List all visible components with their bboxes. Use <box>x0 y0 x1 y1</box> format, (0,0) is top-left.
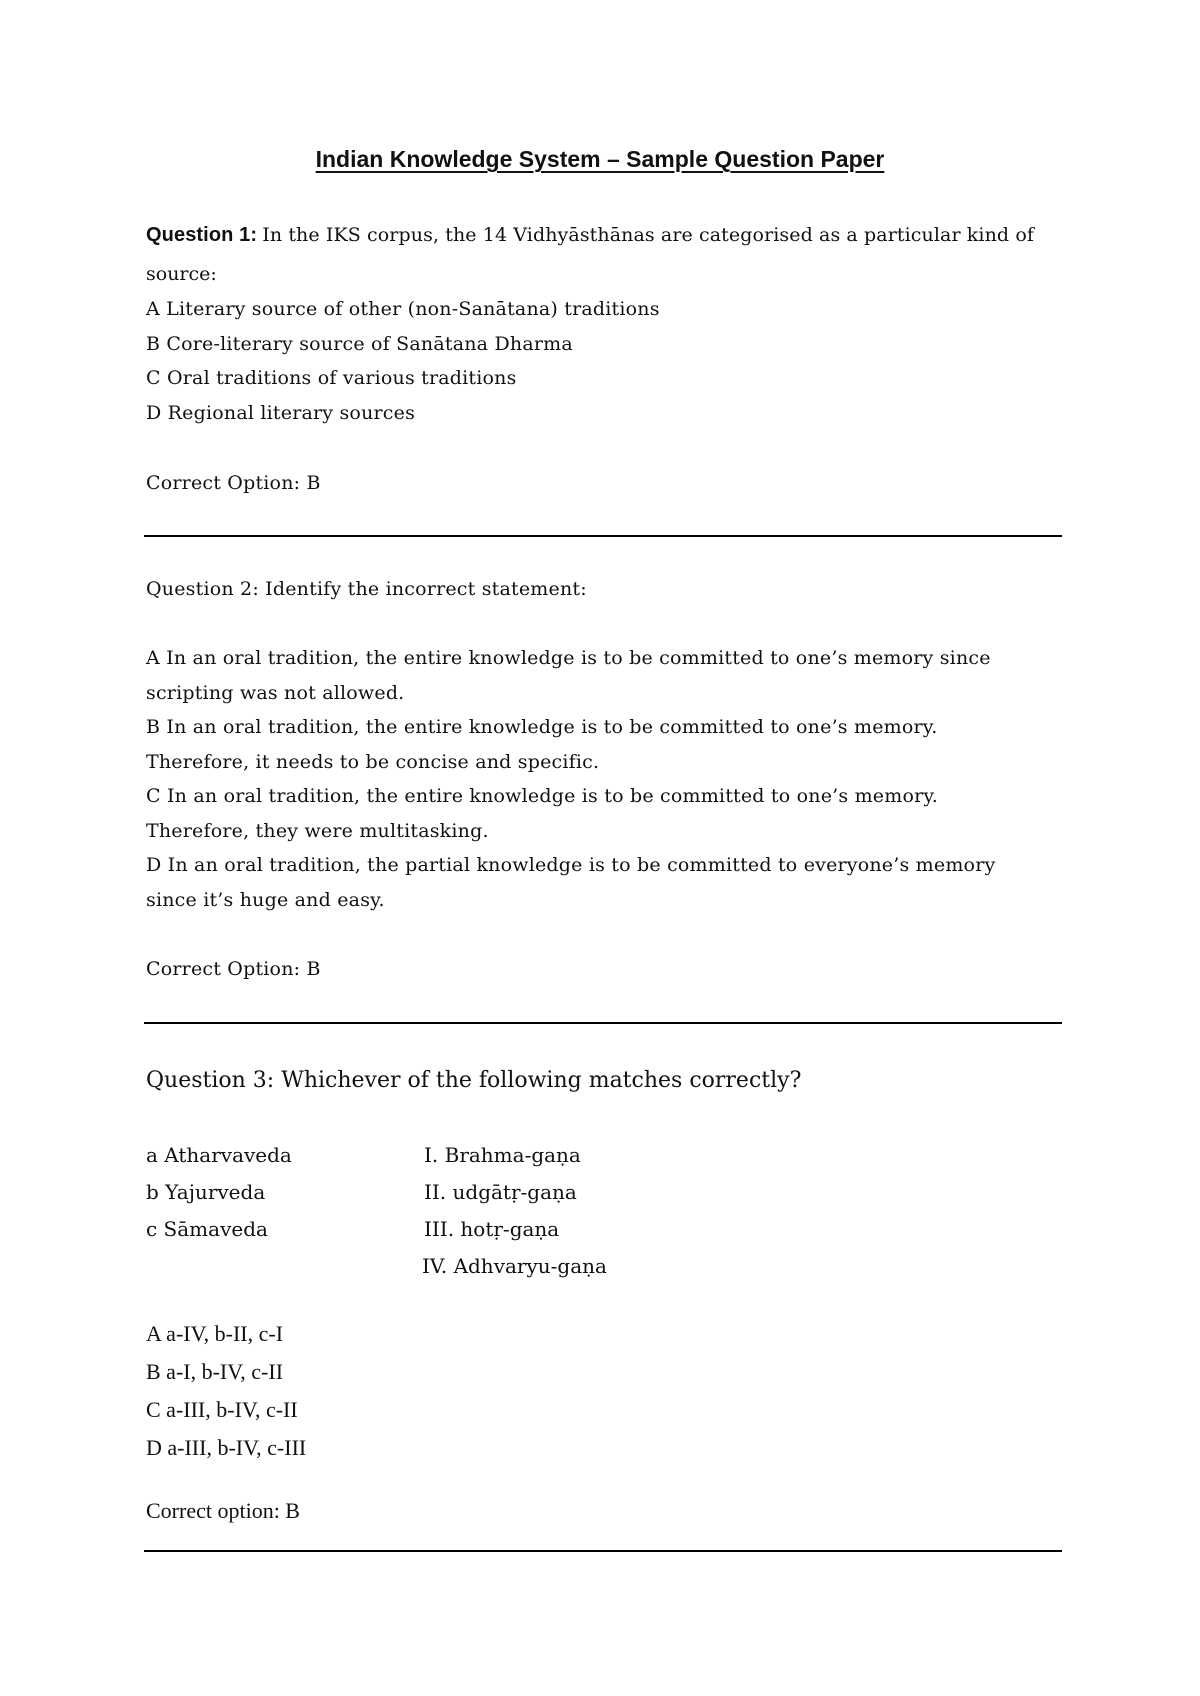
q3-right-item-3: III. hotṛ-gaṇa <box>424 1217 560 1241</box>
q3-left-item-c: c Sāmaveda <box>146 1217 268 1241</box>
divider <box>144 1550 1062 1552</box>
divider <box>144 535 1062 537</box>
q3-right-item-1: I. Brahma-gaṇa <box>424 1143 581 1167</box>
q2-option-b-cont: Therefore, it needs to be concise and specific. <box>146 751 600 773</box>
question-1-label: Question 1: <box>146 224 258 246</box>
q3-left-item-b: b Yajurveda <box>146 1180 266 1204</box>
q3-left-item-a: a Atharvaveda <box>146 1143 292 1167</box>
q3-right-item-4: IV. Adhvaryu-gaṇa <box>422 1254 607 1278</box>
q2-option-d: D In an oral tradition, the partial knowledge is to be committed to everyone’s memory <box>146 854 996 876</box>
divider <box>144 1022 1062 1024</box>
q1-option-b: B Core-literary source of Sanātana Dharma <box>146 333 573 355</box>
page-title: Indian Knowledge System – Sample Question Paper <box>315 146 885 172</box>
q2-option-a: A In an oral tradition, the entire knowledge is to be committed to one’s memory since <box>146 647 991 669</box>
q3-option-c: C a-III, b-IV, c-II <box>146 1397 298 1422</box>
q2-option-b: B In an oral tradition, the entire knowledge is to be committed to one’s memory. <box>146 716 938 738</box>
q3-right-item-2: II. udgātṛ-gaṇa <box>424 1180 577 1204</box>
question-2-text: Question 2: Identify the incorrect statement: <box>146 578 587 600</box>
q2-correct-option: Correct Option: B <box>146 958 321 980</box>
q1-option-a: A Literary source of other (non-Sanātana) traditions <box>146 298 660 320</box>
q1-correct-option: Correct Option: B <box>146 472 321 494</box>
question-3-text: Question 3: Whichever of the following matches correctly? <box>146 1068 802 1093</box>
q2-option-a-cont: scripting was not allowed. <box>146 682 405 704</box>
q3-option-b: B a-I, b-IV, c-II <box>146 1359 284 1384</box>
q2-option-d-cont: since it’s huge and easy. <box>146 889 385 911</box>
q1-option-c: C Oral traditions of various traditions <box>146 367 517 389</box>
q3-correct-option: Correct option: B <box>146 1498 300 1523</box>
question-1-text: In the IKS corpus, the 14 Vidhyāsthānas are categorised as a particular kind of <box>262 224 1034 246</box>
q2-option-c-cont: Therefore, they were multitasking. <box>146 820 489 842</box>
q2-option-c: C In an oral tradition, the entire knowledge is to be committed to one’s memory. <box>146 785 939 807</box>
q3-option-d: D a-III, b-IV, c-III <box>146 1435 307 1460</box>
q1-option-d: D Regional literary sources <box>146 402 416 424</box>
question-1 <box>146 218 1034 252</box>
question-1-text-cont: source: <box>146 263 217 285</box>
q3-option-a: A a-IV, b-II, c-I <box>146 1321 284 1346</box>
